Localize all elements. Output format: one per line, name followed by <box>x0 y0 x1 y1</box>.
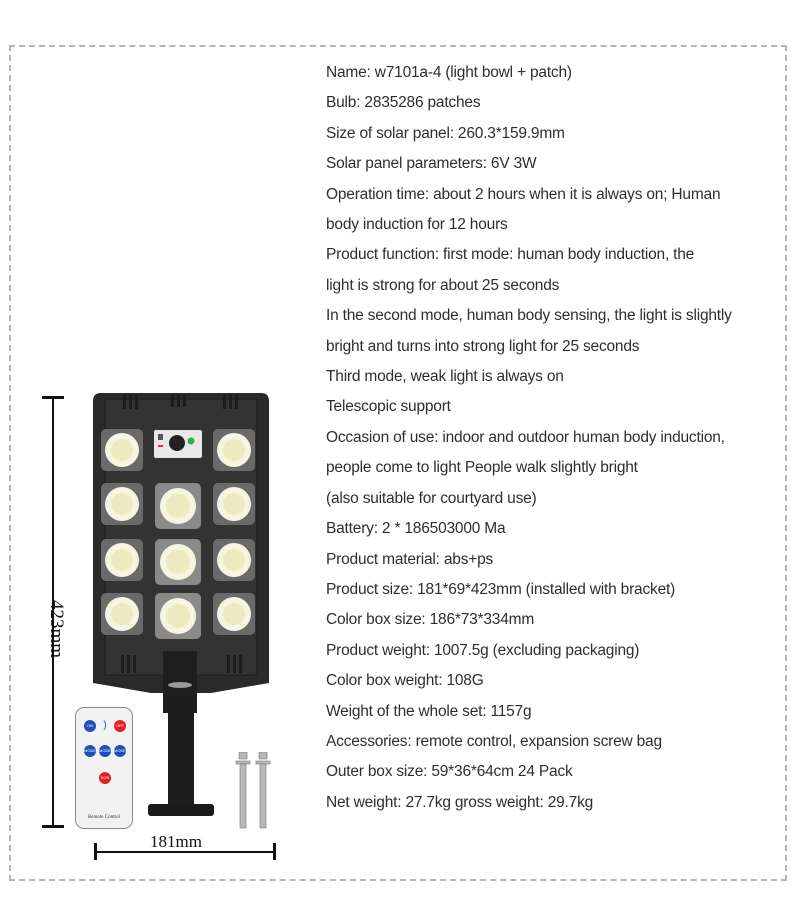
height-dimension-label: 423mm <box>46 600 67 659</box>
spec-line: Net weight: 27.7kg gross weight: 29.7kg <box>326 793 594 811</box>
width-dimension-label: 181mm <box>150 832 202 851</box>
product-illustration <box>0 0 320 911</box>
spec-line: Product function: first mode: human body induction, the <box>326 246 695 264</box>
spec-line: Accessories: remote control, expansion screw bag <box>326 732 662 750</box>
expansion-screw-icon <box>234 752 278 830</box>
remote-off-button: OFF <box>114 720 126 732</box>
remote-mode-button-3: MODE <box>114 745 126 757</box>
spec-line: Product size: 181*69*423mm (installed with bracket) <box>326 580 676 598</box>
spec-line: people come to light People walk slightly bright <box>326 459 638 477</box>
spec-line: Size of solar panel: 260.3*159.9mm <box>326 124 565 142</box>
spec-line: Occasion of use: indoor and outdoor human body induction, <box>326 428 725 446</box>
solar-street-lamp-icon <box>91 393 271 713</box>
remote-mode-button-2: MODE <box>99 745 111 757</box>
spec-line: Name: w7101a-4 (light bowl + patch) <box>326 64 572 81</box>
spec-line: Product material: abs+ps <box>326 550 494 568</box>
spec-line: (also suitable for courtyard use) <box>326 489 537 507</box>
height-dimension-cap-bottom <box>42 825 64 828</box>
spec-line: In the second mode, human body sensing, the light is slightly <box>326 307 732 325</box>
spec-line: Battery: 2 * 186503000 Ma <box>326 520 506 538</box>
width-dimension-cap-right <box>273 843 276 860</box>
width-dimension-cap-left <box>94 843 97 860</box>
spec-line: Solar panel parameters: 6V 3W <box>326 155 537 173</box>
spec-line: Third mode, weak light is always on <box>326 368 564 386</box>
spec-line: Color box size: 186*73*334mm <box>326 611 535 629</box>
spec-line: Outer box size: 59*36*64cm 24 Pack <box>326 763 573 781</box>
remote-control <box>75 707 133 829</box>
spec-line: Product weight: 1007.5g (excluding packaging) <box>326 641 640 659</box>
spec-line: Weight of the whole set: 1157g <box>326 702 532 720</box>
spec-line: Operation time: about 2 hours when it is always on; Human <box>326 185 721 203</box>
remote-label: Remote Control <box>87 815 121 820</box>
remote-sos-button: SOS <box>99 772 111 784</box>
remote-mode-button-1: MODE <box>84 745 96 757</box>
spec-line: body induction for 12 hours <box>326 216 508 234</box>
spec-list <box>326 58 786 818</box>
spec-line: Bulb: 2835286 patches <box>326 94 481 112</box>
remote-on-button: ON <box>84 720 96 732</box>
spec-line: light is strong for about 25 seconds <box>326 276 560 294</box>
spec-line: Telescopic support <box>326 398 451 416</box>
spec-line: bright and turns into strong light for 25 seconds <box>326 337 640 355</box>
spec-line: Color box weight: 108G <box>326 672 484 690</box>
mounting-pole-icon <box>140 700 220 820</box>
wifi-icon: ) <box>103 720 107 731</box>
height-dimension-cap-top <box>42 396 64 399</box>
